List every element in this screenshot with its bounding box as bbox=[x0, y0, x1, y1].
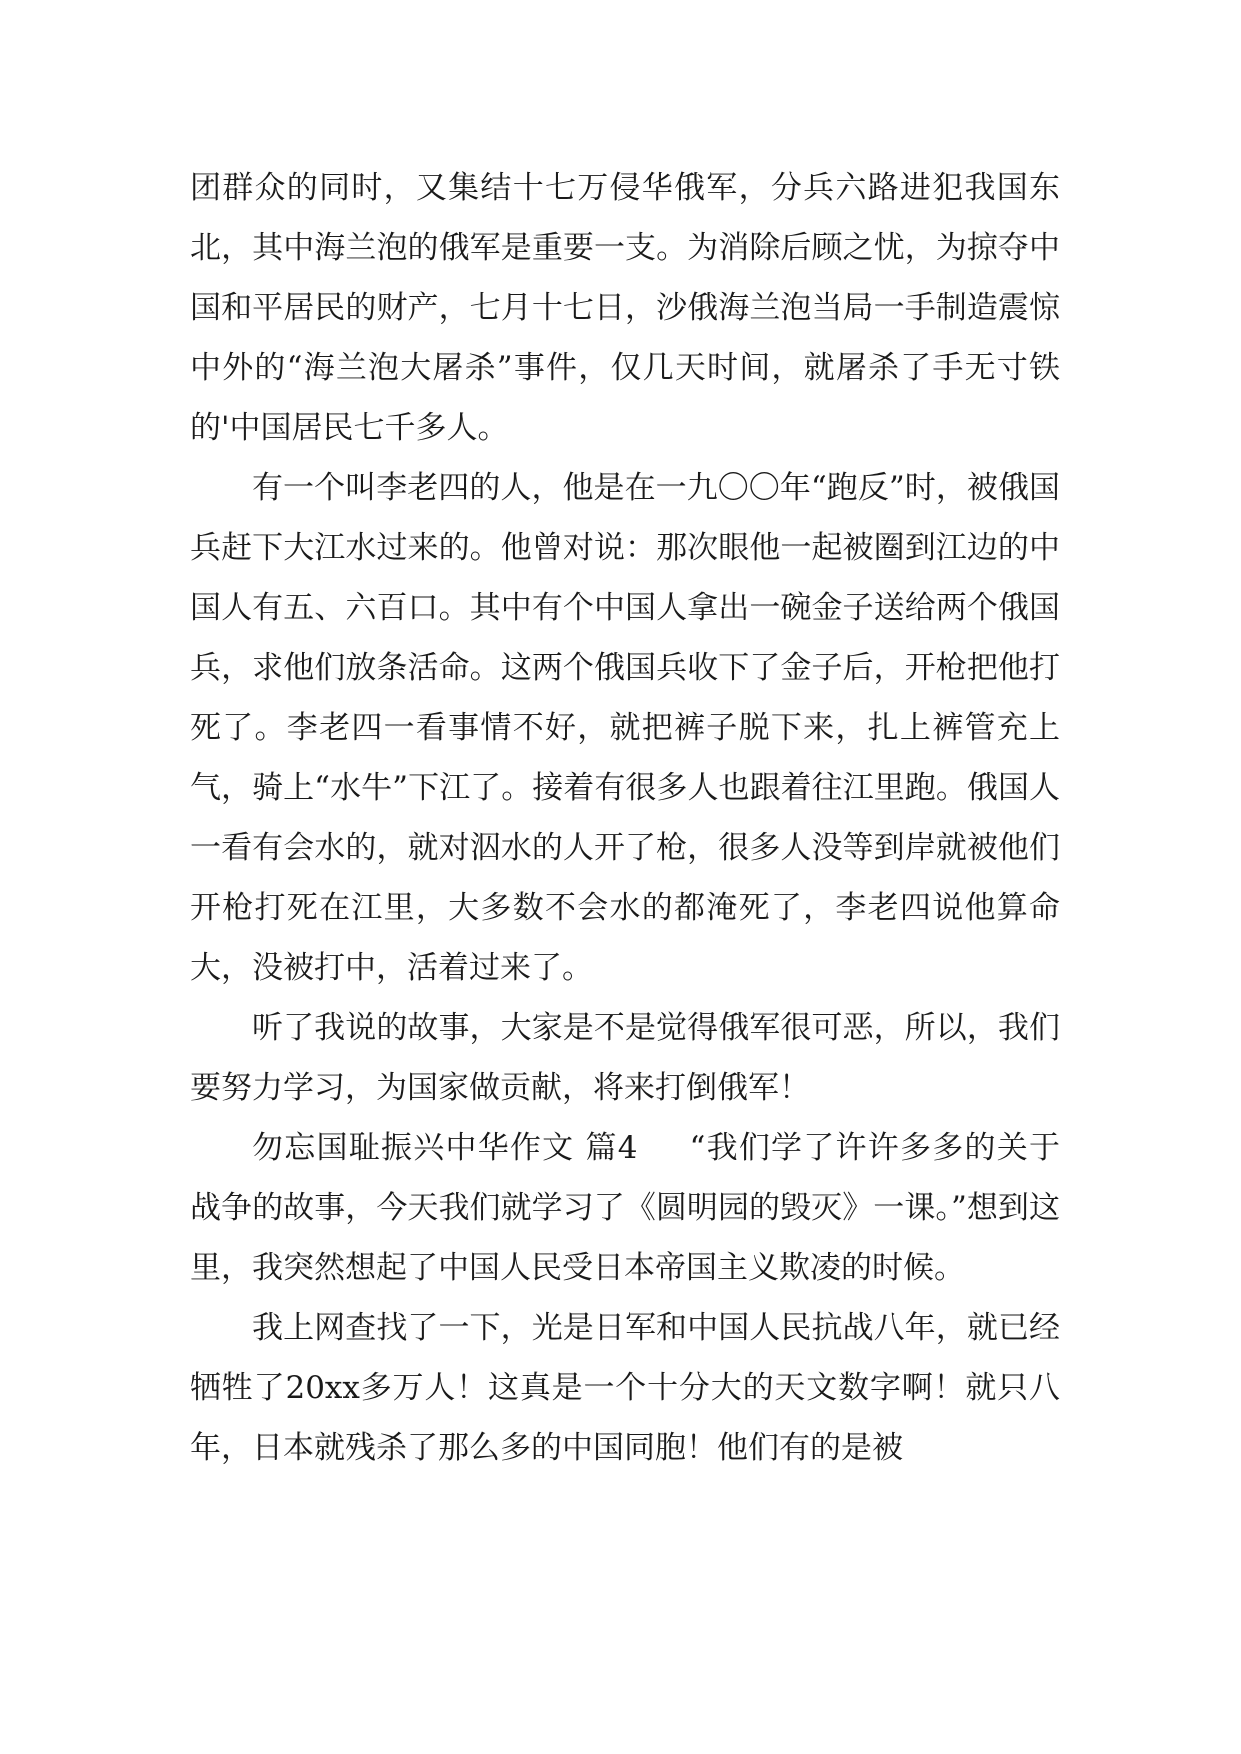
paragraph-1: 团群众的同时，又集结十七万侵华俄军，分兵六路进犯我国东北，其中海兰泡的俄军是重要一支。为消除后顾之忧，为掠夺中国和平居民的财产，七月十七日，沙俄海兰泡当局一手制造震惊中外的“海兰泡大屠杀”事件，仅几天时间，就屠杀了手无寸铁的'中国居民七千多人。 bbox=[190, 170, 1060, 446]
document-body bbox=[190, 158, 1060, 1478]
section-heading: 勿忘国耻振兴中华作文 篇4 bbox=[252, 1130, 638, 1166]
paragraph-5: 我上网查找了一下，光是日军和中国人民抗战八年，就已经牺牲了20xx多万人！这真是一个十分大的天文数字啊！就只八年，日本就残杀了那么多的中国同胞！他们有的是被 bbox=[190, 1310, 1060, 1466]
paragraph-3: 听了我说的故事，大家是不是觉得俄军很可恶，所以，我们要努力学习，为国家做贡献，将来打倒俄军！ bbox=[190, 1010, 1060, 1106]
section-intro-text: “我们学了许许多多的关于战争的故事，今天我们就学习了《圆明园的毁灭》一课。”想到这里，我突然想起了中国人民受日本帝国主义欺凌的时候。 bbox=[190, 1130, 1060, 1286]
section-paragraph bbox=[190, 1118, 1060, 1298]
paragraph-2: 有一个叫李老四的人，他是在一九〇〇年“跑反”时，被俄国兵赶下大江水过来的。他曾对说：那次眼他一起被圈到江边的中国人有五、六百口。其中有个中国人拿出一碗金子送给两个俄国兵，求他们放条活命。这两个俄国兵收下了金子后，开枪把他打死了。李老四一看事情不好，就把裤子脱下来，扎上裤管充上气，骑上“水牛”下江了。接着有很多人也跟着往江里跑。俄国人一看有会水的，就对泅水的人开了枪，很多人没等到岸就被他们开枪打死在江里，大多数不会水的都淹死了，李老四说他算命大，没被打中，活着过来了。 bbox=[190, 470, 1060, 986]
